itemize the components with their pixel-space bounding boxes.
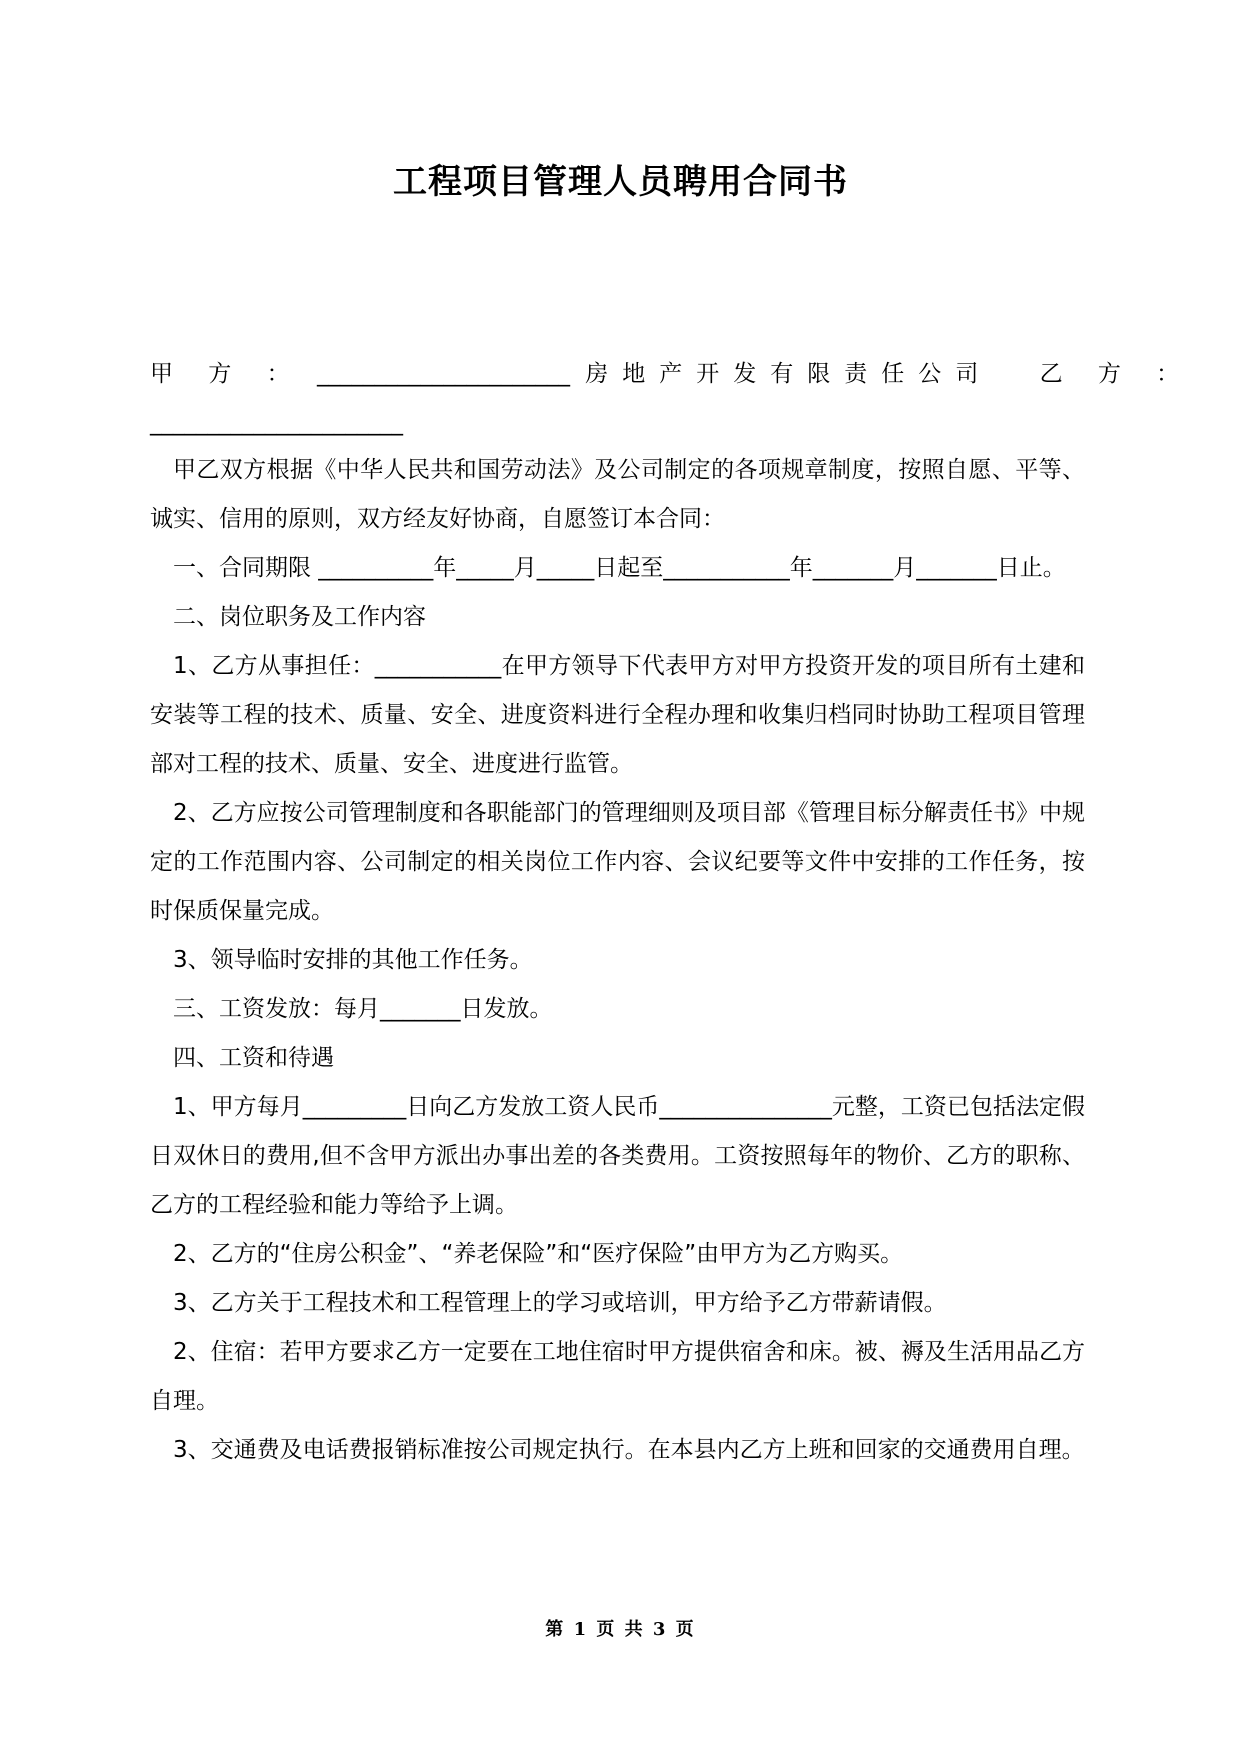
clause-transport: 3、交通费及电话费报销标准按公司规定执行。在本县内乙方上班和回家的交通费用自理。 <box>173 1437 1085 1463</box>
preamble-paragraph: 甲乙双方根据《中华人民共和国劳动法》及公司制定的各项规章制度，按照自愿、平等、诚实、信用的原则，双方经友好协商，自愿签订本合同： <box>150 457 1085 532</box>
clause-salary-date: 三、工资发放：每月_______日发放。 <box>173 996 553 1022</box>
section-heading-salary: 四、工资和待遇 <box>173 1045 334 1071</box>
parties-line <box>150 350 1194 399</box>
document-title: 工程项目管理人员聘用合同书 <box>393 162 848 202</box>
clause-duty-1: 1、乙方从事担任：___________在甲方领导下代表甲方对甲方投资开发的项目所有土建和安装等工程的技术、质量、安全、进度资料进行全程办理和收集归档同时协助工程项目管理部对工程的技术、质量、安全、进度进行监管。 <box>150 653 1085 777</box>
party-b-label: 乙 方 ： <box>1039 361 1194 387</box>
page-footer: 第 1 页 共 3 页 <box>545 1619 696 1640</box>
clause-term: 一、合同期限 __________年_____月_____日起至___________年_______月_______日止。 <box>173 555 1066 581</box>
party-a-company: 房地产开发有限责任公司 <box>585 361 993 387</box>
clause-duty-3: 3、领导临时安排的其他工作任务。 <box>173 947 533 973</box>
section-heading-duties: 二、岗位职务及工作内容 <box>173 604 426 630</box>
party-b-blank: ______________________ <box>150 410 403 436</box>
clause-salary-3: 3、乙方关于工程技术和工程管理上的学习或培训，甲方给予乙方带薪请假。 <box>173 1290 947 1316</box>
contract-body <box>150 446 1085 1475</box>
party-a-blank: ______________________ <box>316 361 570 387</box>
clause-housing: 2、住宿：若甲方要求乙方一定要在工地住宿时甲方提供宿舍和床。被、褥及生活用品乙方自理。 <box>150 1339 1085 1414</box>
clause-duty-2: 2、乙方应按公司管理制度和各职能部门的管理细则及项目部《管理目标分解责任书》中规定的工作范围内容、公司制定的相关岗位工作内容、会议纪要等文件中安排的工作任务，按时保质保量完成。 <box>150 800 1085 924</box>
party-a-label: 甲 方 ： <box>150 361 304 387</box>
clause-salary-2: 2、乙方的“住房公积金”、“养老保险”和“医疗保险”由甲方为乙方购买。 <box>173 1241 904 1267</box>
clause-salary-1: 1、甲方每月_________日向乙方发放工资人民币_______________元整，工资已包括法定假日双休日的费用,但不含甲方派出办事出差的各类费用。工资按照每年的物价、乙方的职称、乙方的工程经验和能力等给予上调。 <box>150 1094 1085 1218</box>
